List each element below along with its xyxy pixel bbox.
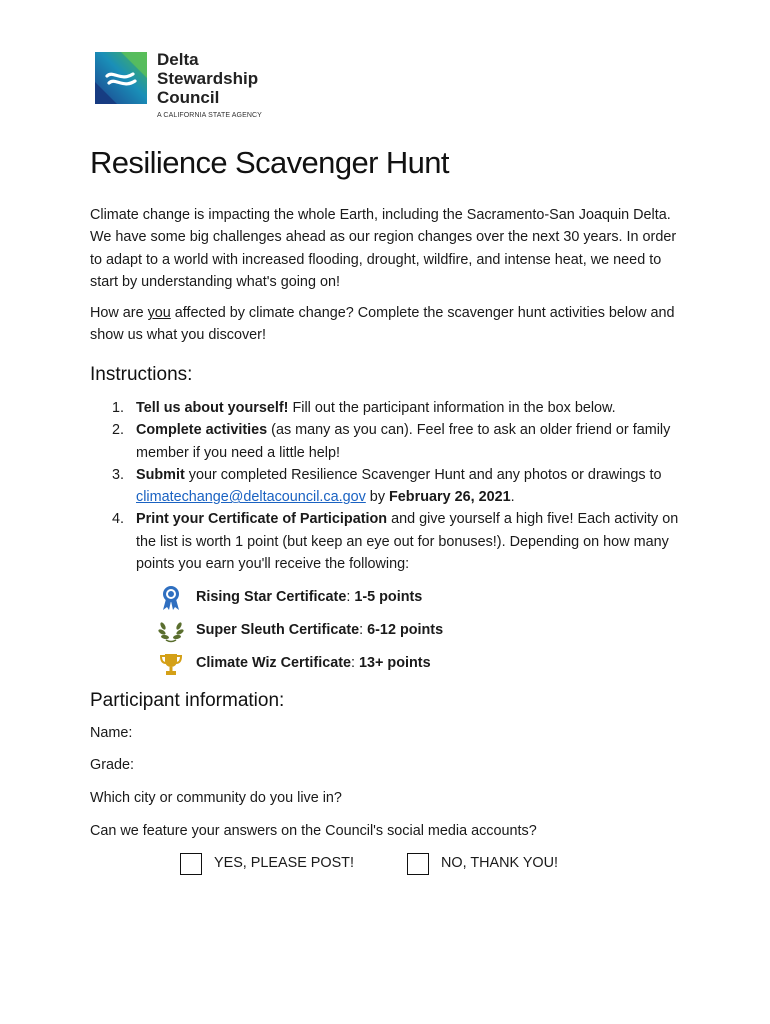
certificate-separator: : [346, 589, 355, 605]
step-text: (as many as you can). Feel free to ask an older friend or family member if you need a little help! [136, 422, 671, 461]
instruction-step [90, 419, 690, 464]
yes-post-option[interactable] [180, 853, 380, 877]
instructions-list [90, 397, 690, 575]
email-link[interactable]: climatechange@deltacouncil.ca.gov [136, 489, 366, 506]
city-field-label: Which city or community do you live in? [90, 790, 342, 806]
ribbon-icon [158, 585, 184, 611]
step-number: 3. [112, 466, 125, 483]
step-text: your completed Resilience Scavenger Hunt and any photos or drawings to [184, 466, 662, 483]
logo-line-3: Council [157, 88, 220, 107]
delta-stewardship-council-logo [95, 50, 295, 122]
certificate-climate-wiz [158, 651, 558, 677]
logo-agency-tagline: A CALIFORNIA STATE AGENCY [157, 112, 262, 119]
instructions-heading: Instructions: [90, 364, 193, 385]
step-text: Fill out the participant information in the box below. [288, 400, 616, 416]
step-text: by [365, 489, 390, 506]
certificate-name: Climate Wiz Certificate [196, 655, 352, 671]
step-bold: Complete activities [136, 422, 268, 439]
certificate-separator: : [351, 655, 360, 671]
certificate-separator: : [359, 622, 368, 638]
instruction-step [90, 508, 690, 575]
step-text: . [510, 489, 515, 506]
certificate-text [196, 655, 431, 671]
name-field-label: Name: [90, 725, 133, 741]
certificate-points: 1-5 points [354, 589, 423, 605]
intro-paragraph-2 [90, 302, 690, 347]
delta-logo-icon [95, 52, 147, 104]
logo-line-1: Delta [157, 50, 199, 69]
page-title: Resilience Scavenger Hunt [90, 145, 449, 180]
no-thanks-option[interactable] [407, 853, 607, 877]
step-number: 2. [112, 422, 125, 439]
certificate-name: Super Sleuth Certificate [196, 622, 360, 638]
certificate-points: 6-12 points [367, 622, 444, 638]
trophy-icon [158, 651, 184, 677]
intro-emphasis: you [147, 305, 171, 321]
intro-text: affected by climate change? Complete the scavenger hunt activities below and show us what you discover! [90, 305, 675, 344]
no-checkbox[interactable] [407, 853, 429, 875]
social-media-question: Can we feature your answers on the Council's social media accounts? [90, 823, 537, 839]
step-text: and give yourself a high five! Each activity on the list is worth 1 point (but keep an eye out for bonuses!). Depending on how many points you earn you'll receive the following: [136, 511, 679, 573]
yes-checkbox[interactable] [180, 853, 202, 875]
certificate-rising-star [158, 585, 558, 611]
step-number: 1. [112, 400, 125, 416]
instruction-step [90, 464, 690, 509]
step-bold: Print your Certificate of Participation [136, 511, 388, 528]
grade-field-label: Grade: [90, 757, 134, 773]
certificate-text [196, 622, 443, 638]
step-number: 4. [112, 511, 125, 528]
certificate-text [196, 589, 422, 605]
step-bold: Submit [136, 466, 185, 483]
certificate-name: Rising Star Certificate [196, 589, 347, 605]
no-label: NO, THANK YOU! [441, 855, 559, 871]
step-bold: Tell us about yourself! [136, 400, 289, 416]
logo-line-2: Stewardship [157, 69, 259, 88]
laurel-icon [158, 618, 184, 644]
deadline-date: February 26, 2021 [389, 489, 511, 506]
certificate-points: 13+ points [359, 655, 431, 671]
participant-heading: Participant information: [90, 690, 285, 711]
logo-wordmark [157, 50, 258, 107]
yes-label: YES, PLEASE POST! [214, 855, 354, 871]
intro-text: How are [90, 305, 148, 321]
certificate-super-sleuth [158, 618, 558, 644]
intro-paragraph-1: Climate change is impacting the whole Earth, including the Sacramento-San Joaquin Delta. We have some big challenges ahead as our region changes over the next 30 years. In order to adapt to a world with increased flooding, drought, wildfire, and intense heat, we need to start by understanding what's going on! [90, 207, 677, 290]
instruction-step [90, 397, 690, 419]
